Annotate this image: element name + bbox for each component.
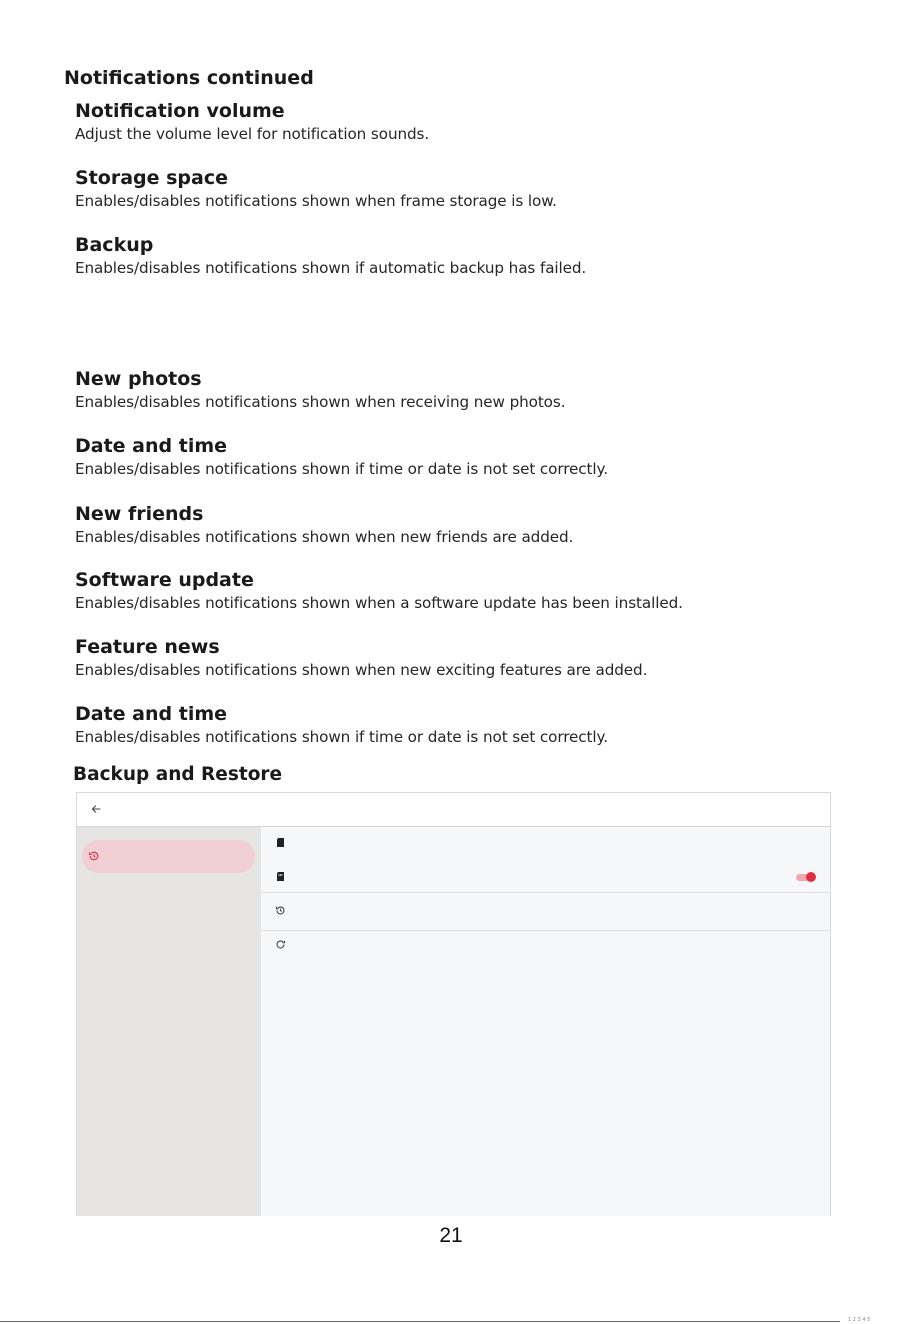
entry-title: Notification volume	[75, 100, 285, 122]
bottom-rule	[0, 1321, 840, 1322]
divider	[261, 892, 830, 893]
reset-icon	[275, 939, 286, 950]
entry-description: Enables/disables notifications shown when new friends are added.	[75, 528, 574, 546]
entry-new-photos	[75, 367, 875, 413]
settings-row-restore[interactable]	[261, 895, 830, 927]
entry-description: Enables/disables notifications shown when a software update has been installed.	[75, 594, 683, 612]
entry-title: Backup	[75, 234, 154, 256]
entry-title: Feature news	[75, 636, 220, 658]
entry-feature-news	[75, 635, 875, 681]
entry-title: New photos	[75, 368, 202, 390]
corner-mark: 1 2 3 4 5	[848, 1317, 871, 1323]
backup-toggle[interactable]	[796, 872, 816, 882]
entry-software-update	[75, 568, 875, 614]
entry-storage-space	[75, 166, 875, 212]
entry-title: New friends	[75, 503, 204, 525]
entry-new-friends	[75, 502, 875, 548]
entry-description: Enables/disables notifications shown when receiving new photos.	[75, 393, 566, 411]
entry-backup	[75, 233, 875, 279]
entry-title: Date and time	[75, 703, 228, 725]
entry-title: Date and time	[75, 435, 228, 457]
settings-row-sd-card[interactable]	[261, 827, 830, 859]
top-bar	[77, 793, 830, 827]
settings-content	[261, 827, 830, 1216]
sidebar-item-backup-restore[interactable]	[82, 840, 255, 873]
backup-restore-screenshot	[76, 792, 831, 1216]
entry-description: Enables/disables notifications shown when frame storage is low.	[75, 192, 557, 210]
entry-title: Storage space	[75, 167, 228, 189]
sd-card-backup-icon	[275, 871, 286, 882]
sd-card-icon	[275, 837, 286, 848]
section-heading: Backup and Restore	[73, 764, 283, 785]
arrow-left-icon[interactable]	[89, 802, 103, 816]
sidebar	[77, 827, 261, 1216]
entry-date-and-time-2	[75, 702, 875, 748]
entry-description: Enables/disables notifications shown if time or date is not set correctly.	[75, 460, 608, 478]
entry-description: Enables/disables notifications shown when new exciting features are added.	[75, 661, 648, 679]
entry-title: Software update	[75, 569, 254, 591]
entry-description: Adjust the volume level for notification sounds.	[75, 125, 430, 143]
restore-icon	[275, 905, 286, 916]
entry-description: Enables/disables notifications shown if automatic backup has failed.	[75, 259, 587, 277]
entry-description: Enables/disables notifications shown if time or date is not set correctly.	[75, 728, 608, 746]
settings-row-reset[interactable]	[261, 929, 830, 961]
settings-row-sd-card-backup[interactable]	[261, 861, 830, 893]
toggle-knob	[806, 872, 816, 882]
page-number: 21	[439, 1224, 463, 1247]
entry-date-and-time	[75, 434, 875, 480]
page-heading: Notifications continued	[64, 67, 314, 89]
entry-notification-volume	[75, 99, 875, 145]
backup-restore-icon	[88, 850, 100, 862]
